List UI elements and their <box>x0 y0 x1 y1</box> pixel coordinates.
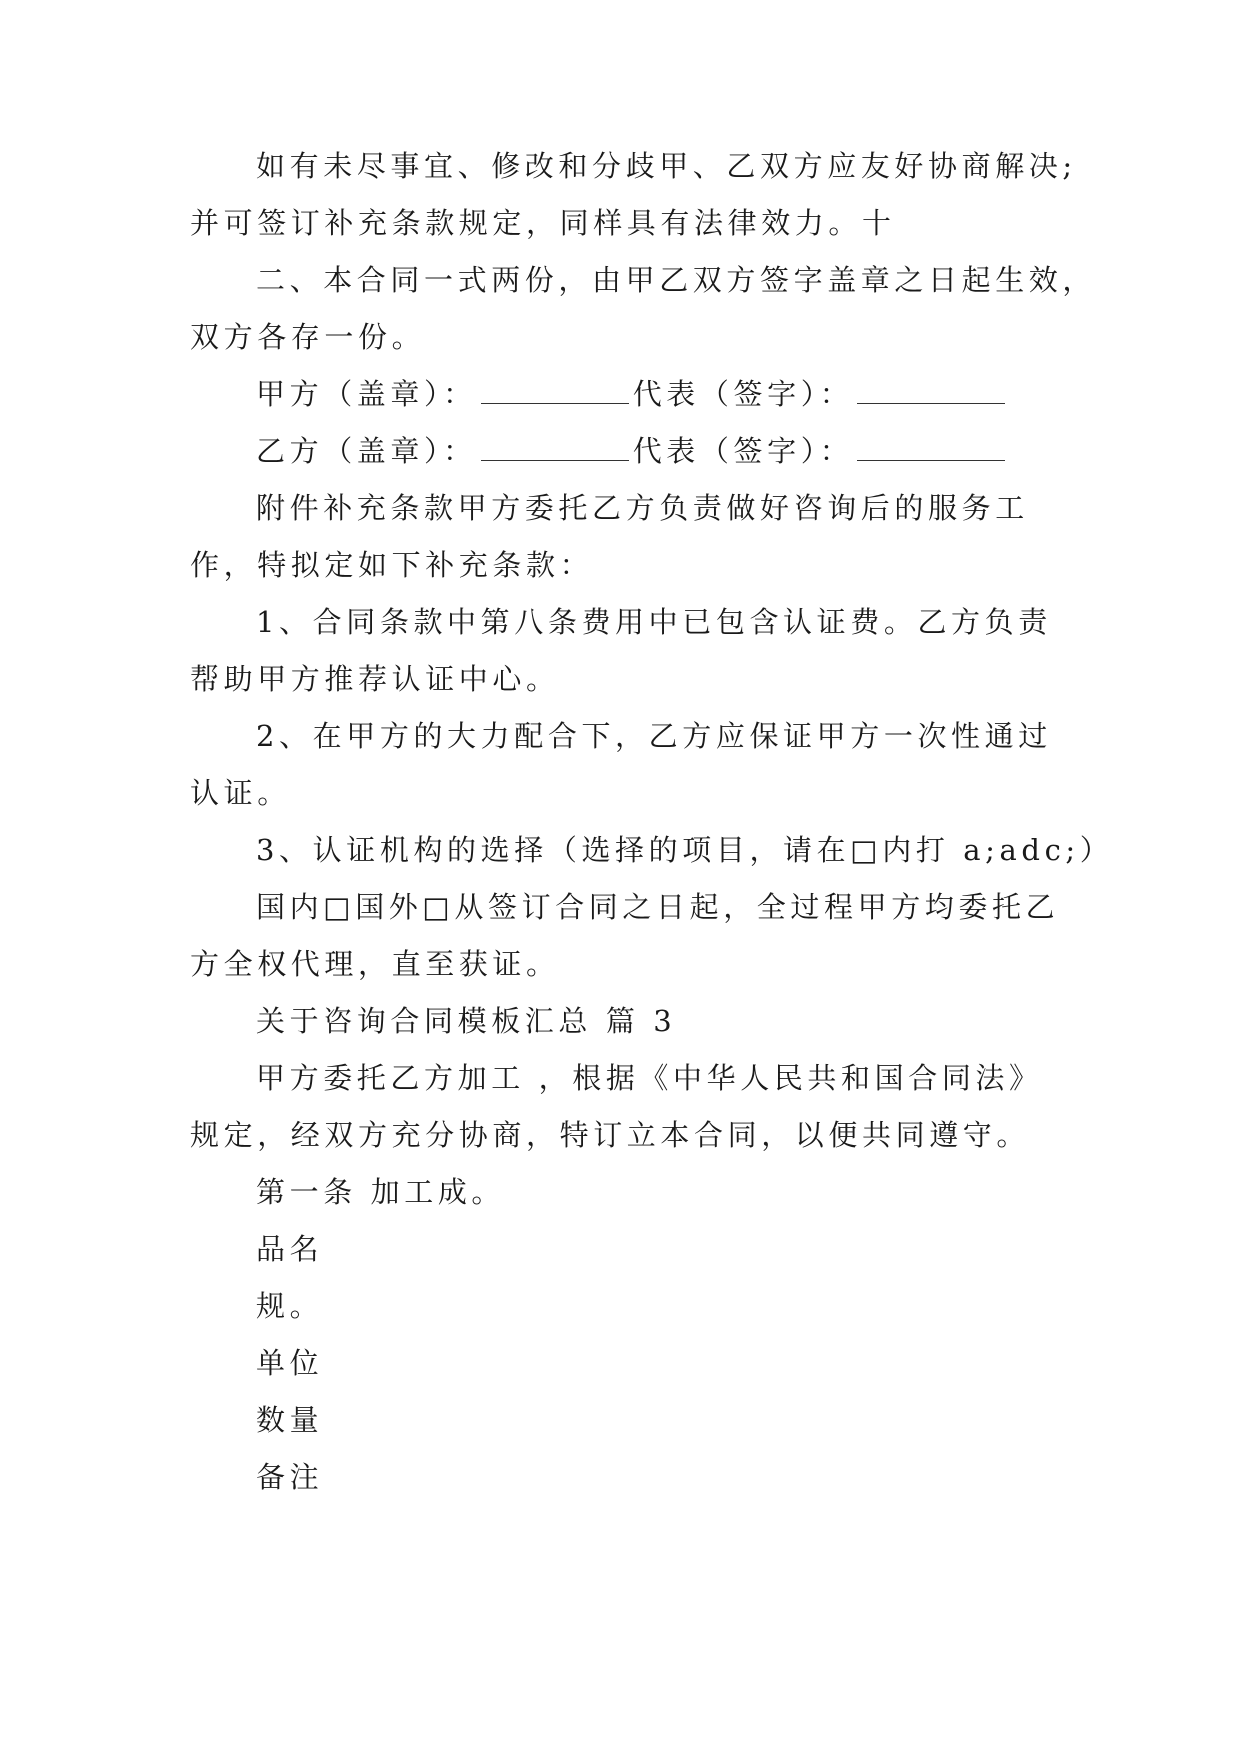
paragraph-line: 二、本合同一式两份，由甲乙双方签字盖章之日起生效， <box>256 263 1097 297</box>
section-line: 规定，经双方充分协商，特订立本合同，以便共同遵守。 <box>190 1118 1031 1152</box>
appendix-line: 国内□国外□从签订合同之日起，全过程甲方均委托乙 <box>256 890 1060 924</box>
paragraph-line: 双方各存一份。 <box>190 320 426 354</box>
party-b-rep-label: 代表（签字）： <box>632 434 854 468</box>
appendix-line: 2、在甲方的大力配合下，乙方应保证甲方一次性通过 <box>256 719 1052 753</box>
party-b-seal-label: 乙方（盖章）： <box>256 434 477 468</box>
party-a-seal-blank <box>481 375 629 404</box>
appendix-line: 认证。 <box>190 776 291 810</box>
appendix-line: 附件补充条款甲方委托乙方负责做好咨询后的服务工 <box>256 491 1029 525</box>
appendix-line: 1、合同条款中第八条费用中已包含认证费。乙方负责 <box>256 605 1052 639</box>
party-a-signature-row <box>256 374 1009 414</box>
party-b-seal-blank <box>481 432 629 461</box>
paragraph-line: 并可签订补充条款规定，同样具有法律效力。十 <box>190 206 896 240</box>
section-title: 关于咨询合同模板汇总 篇 3 <box>256 1004 677 1038</box>
field-label: 单位 <box>256 1346 324 1380</box>
appendix-line: 帮助甲方推荐认证中心。 <box>190 662 560 696</box>
party-a-rep-blank <box>857 375 1005 404</box>
paragraph-line: 如有未尽事宜、修改和分歧甲、乙双方应友好协商解决; <box>256 149 1077 183</box>
field-label: 品名 <box>256 1232 324 1266</box>
party-b-rep-blank <box>857 432 1005 461</box>
field-label: 数量 <box>256 1403 324 1437</box>
party-b-signature-row <box>256 431 1009 471</box>
field-label: 备注 <box>256 1460 324 1494</box>
appendix-line: 方全权代理，直至获证。 <box>190 947 560 981</box>
party-a-seal-label: 甲方（盖章）： <box>256 377 477 411</box>
appendix-line: 3、认证机构的选择（选择的项目，请在□内打 a;adc;） <box>256 833 1114 867</box>
section-line: 甲方委托乙方加工 ，根据《中华人民共和国合同法》 <box>256 1061 1043 1095</box>
party-a-rep-label: 代表（签字）： <box>632 377 854 411</box>
article-heading: 第一条 加工成。 <box>256 1175 506 1209</box>
field-label: 规。 <box>256 1289 324 1323</box>
appendix-line: 作，特拟定如下补充条款： <box>190 548 594 582</box>
